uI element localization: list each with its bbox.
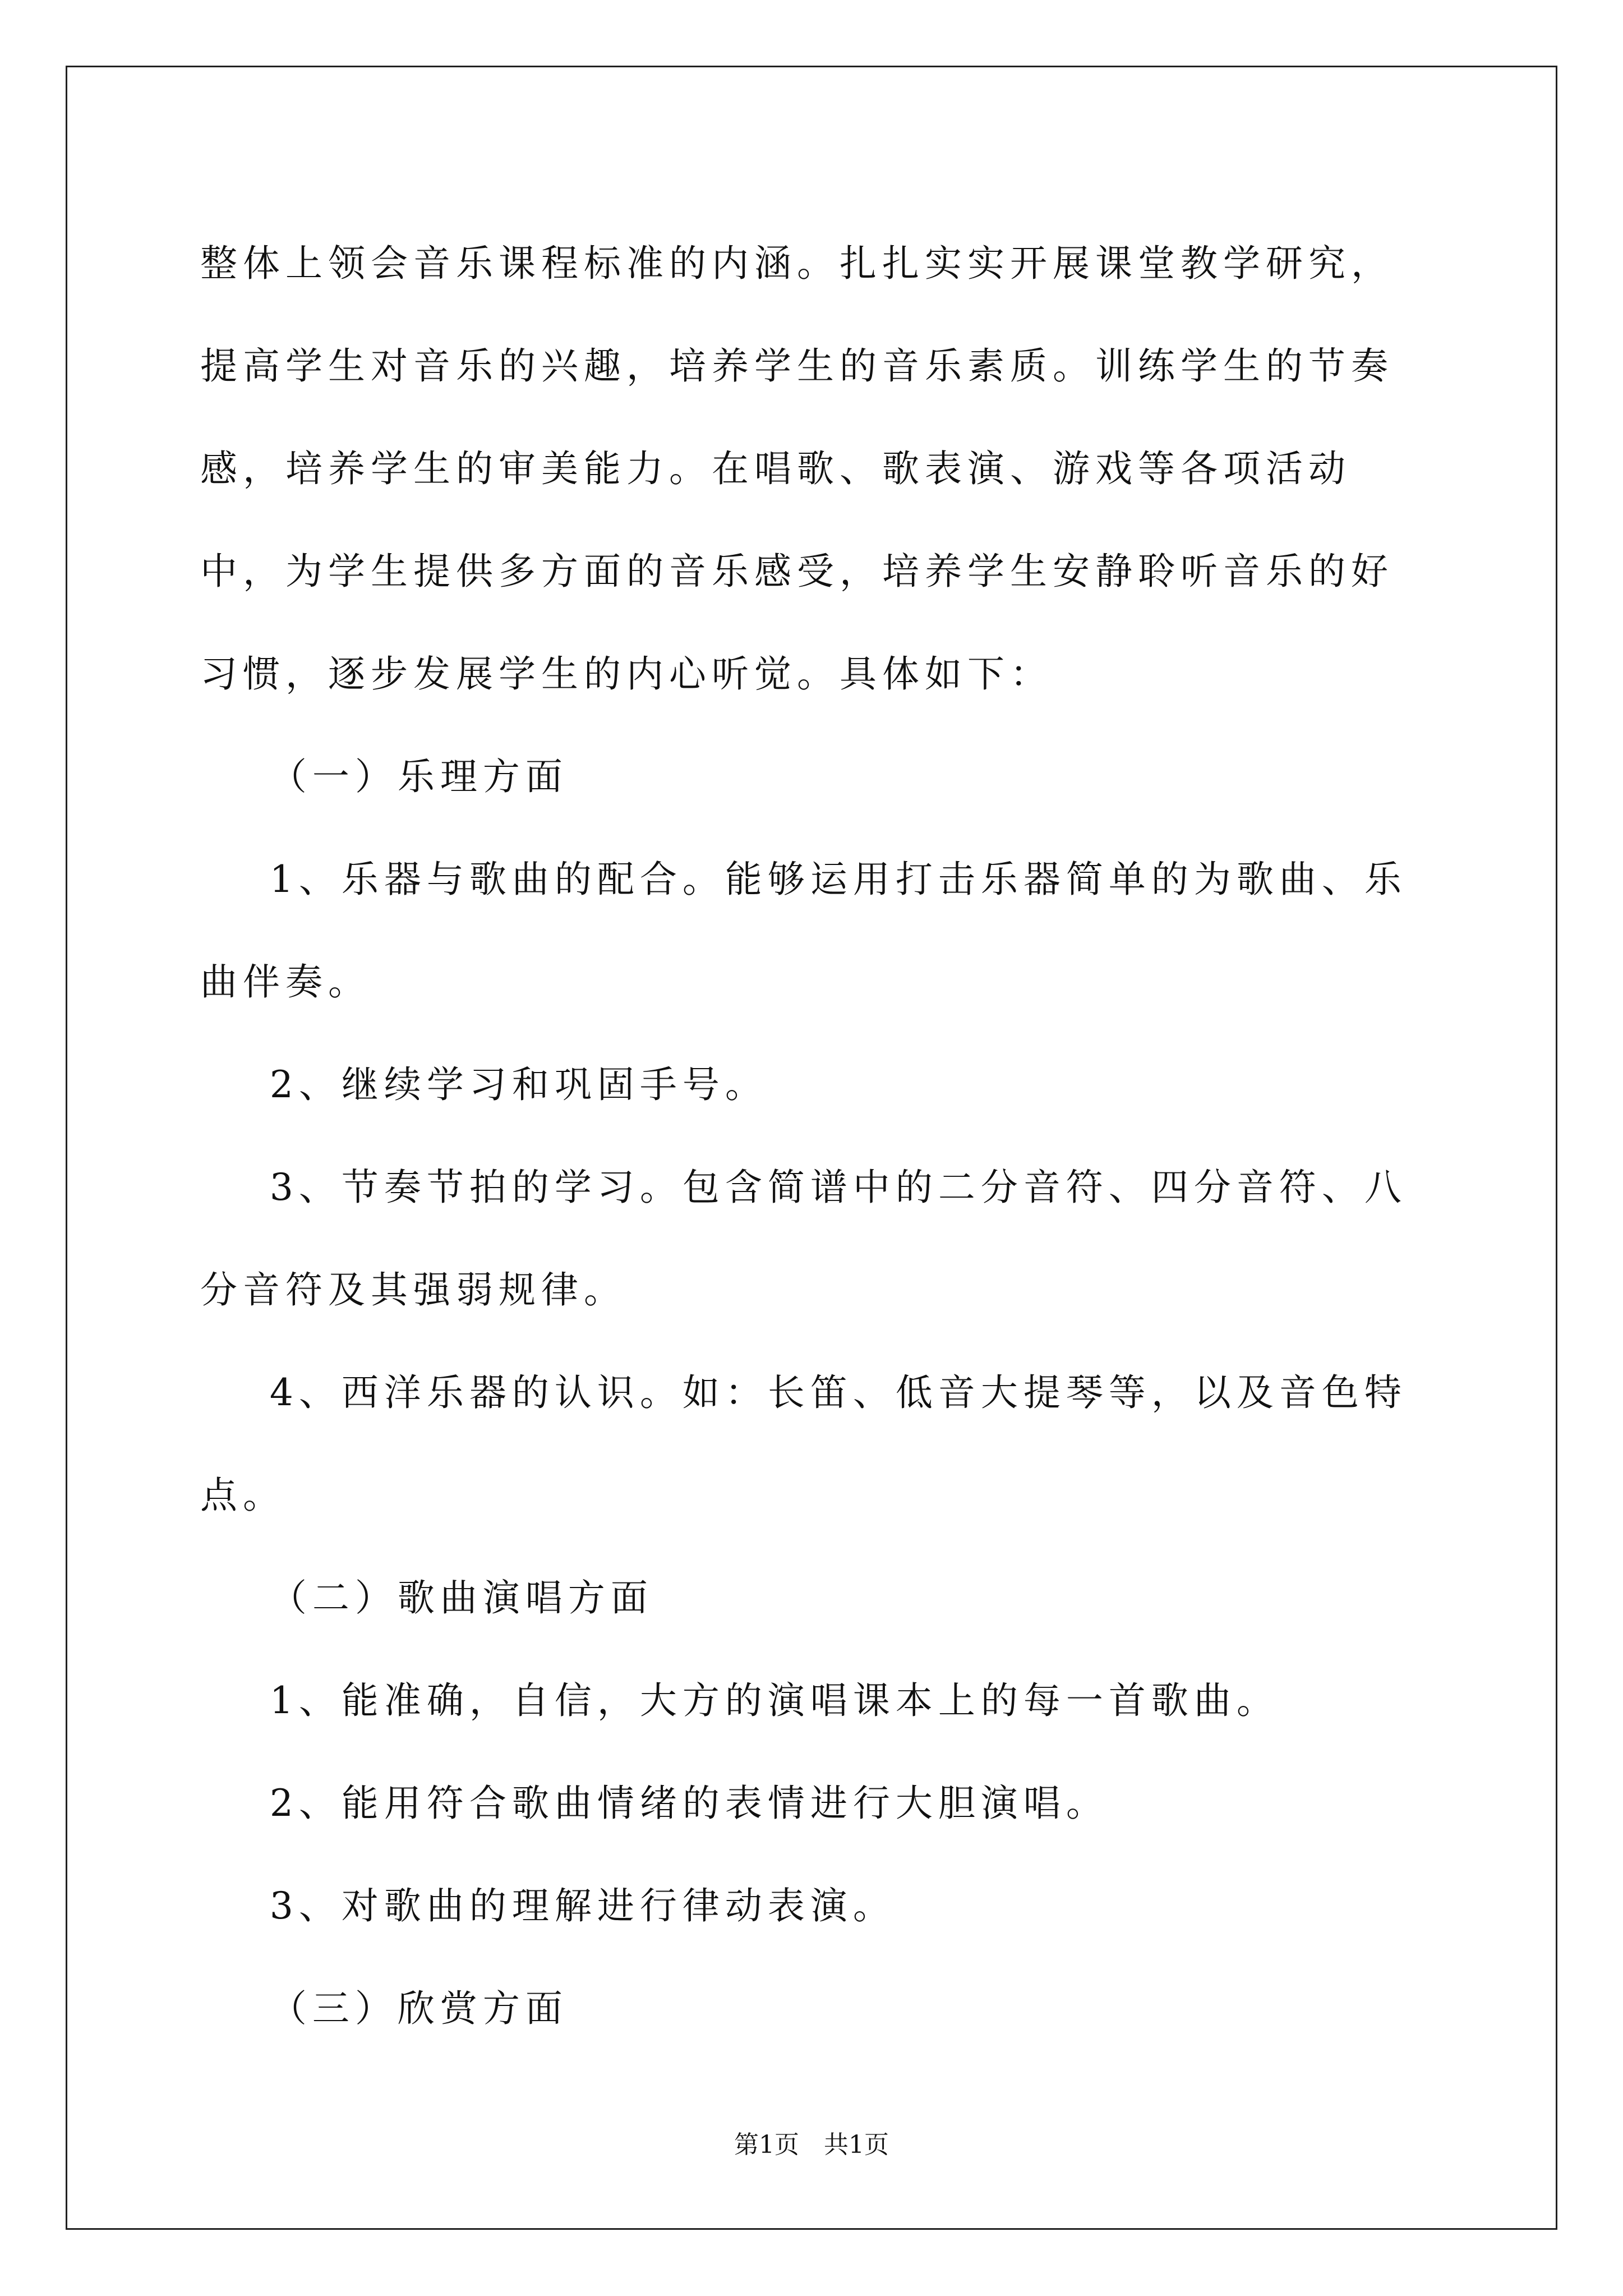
list-item: 2、能用符合歌曲情绪的表情进行大胆演唱。 bbox=[200, 1782, 1109, 1825]
list-item: 3、节奏节拍的学习。包含简谱中的二分音符、四分音符、八分音符及其强弱规律。 bbox=[200, 1166, 1407, 1312]
intro-paragraph: 整体上领会音乐课程标准的内涵。扎扎实实开展课堂教学研究，提高学生对音乐的兴趣，培养学生的音乐素质。训练学生的节奏感，培养学生的审美能力。在唱歌、歌表演、游戏等各项活动中，为学生提供多方面的音乐感受，培养学生安静聆听音乐的好习惯，逐步发展学生的内心听觉。具体如下： bbox=[200, 242, 1394, 696]
list-item: 1、乐器与歌曲的配合。能够运用打击乐器简单的为歌曲、乐曲伴奏。 bbox=[200, 858, 1407, 1004]
list-item: 1、能准确，自信，大方的演唱课本上的每一首歌曲。 bbox=[200, 1679, 1279, 1722]
section-heading-music-theory: （一）乐理方面 bbox=[200, 755, 568, 798]
section-heading-appreciation: （三）欣赏方面 bbox=[200, 1987, 568, 2030]
list-item: 2、继续学习和巩固手号。 bbox=[200, 1063, 768, 1106]
page-number-footer: 第1页 共1页 bbox=[734, 2131, 889, 2159]
section-heading-singing: （二）歌曲演唱方面 bbox=[200, 1576, 653, 1619]
list-item: 4、西洋乐器的认识。如：长笛、低音大提琴等，以及音色特点。 bbox=[200, 1371, 1407, 1517]
list-item: 3、对歌曲的理解进行律动表演。 bbox=[200, 1884, 896, 1927]
document-body bbox=[200, 212, 1434, 2060]
